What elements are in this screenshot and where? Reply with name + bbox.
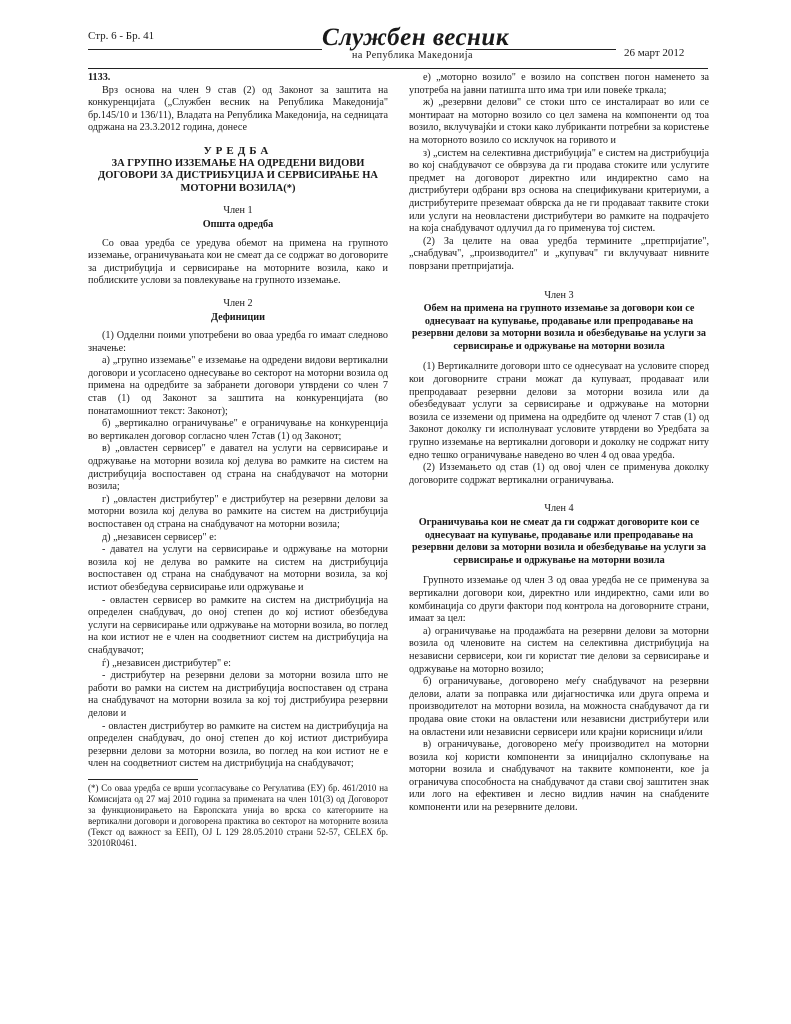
article-1-title: Општа одредба	[202, 218, 274, 230]
footnote-rule	[88, 779, 198, 780]
definition-e: е) „моторно возило" е возило на сопствен погон наменето за употреба на јавни патишта што има три или повеќе тркала;	[409, 72, 709, 96]
definition-b: б) „вертикално ограничување" е ограничување на конкуренција во вертикален договор согласно член 7став (1) од Законот;	[88, 418, 388, 442]
footnote	[88, 783, 388, 849]
article-3-title: Обем на примена на групното изземање за договори кои се однесуваат на купување, продавање или препродавање на резервни делови за моторни возила и обезбедување на услуги за сервисирање и одржување на моторни возила	[412, 303, 706, 352]
left-column	[88, 72, 388, 849]
definition-d: д) „независен сервисер" е:	[102, 531, 217, 543]
article-1-label: Член 1	[223, 205, 253, 217]
article-4-item-b: б) ограничување, договорено меѓу снабдувачот на резервни делови, алати за поправка или дијагностичка или друга опрема и производителот на моторни возила, на можноста снабдувачот да ги продава овие стоки на овластени или независни дистрибутери или на овластени или независни сервисери или крајни корисници и/или	[409, 676, 709, 738]
definition-f-item-2: - овластен дистрибутер во рамките на систем на дистрибуција на определен снабдувач, до оној степен до кој истиот дистрибуира резервни делови за моторни возила, во поглед на кои истиот не е член на соодветниот систем на дистрибуција на снабдувачот;	[88, 720, 388, 770]
article-3-paragraph-1: (1) Вертикалните договори што се однесуваат на условите според кои договорните страни можат да купуваат, продаваат или препродаваат резервни делови за моторни возила или да обезбедуваат услуги за сервисирање и одржување на моторни возила се изземени од примена на одредбите од членот 7 став (1) од Законот доколку ги исполнуваат условите утврдени во Уредбата за групно изземање на вертикални договори и доколку не содржат ниту едно тешко ограничување наведено во член 4 од оваа уредба.	[409, 361, 709, 461]
definition-g: г) „овластен дистрибутер" е дистрибутер на резервни делови за моторни возила кој делува во рамките на систем на дистрибуција воспоставен од страна на снабдувачот на моторни возила;	[88, 493, 388, 530]
definition-d-item-2: - овластен сервисер во рамките на систем на дистрибуција на определен снабдувач, до оној степен до кој истиот обезбедува услуги на сервисирање или одржување на моторни возила, во поглед на кои истиот не е член на соодветниот систем на дистрибуција на снабдувачот;	[88, 594, 388, 656]
article-3-paragraph-2: (2) Изземањето од став (1) од овој член се применува доколку договорите содржат вертикални ограничувања.	[409, 462, 709, 486]
article-2-paragraph-2: (2) За целите на оваа уредба термините „претпријатие", „снабдувач", „производител" и „купувач" ги вклучуваат нивните поврзани претпријатија.	[409, 235, 709, 272]
article-4-intro: Групното изземање од член 3 од оваа уредба не се применува за вертикални договори кои, директно или индиректно, сами или во комбинација со други фактори под контрола на договорните страни, имаат за цел:	[409, 575, 709, 625]
article-2-label: Член 2	[223, 297, 253, 309]
decree-label: УРЕДБА	[203, 144, 273, 157]
definition-zh: ж) „резервни делови" се стоки што се инсталираат во или се монтираат на моторно возило со цел замена на компоненти од тоа возило, вклучувајќи и стоки како лубриканти потребни за користење на моторното возило со исклучок на горивото и	[409, 97, 709, 146]
page-reference: Стр. 6 - Бр. 41	[88, 30, 155, 42]
definition-a: а) „групно изземање" е изземање на одредени видови вертикални договори и усогласено однесување во секторот на моторни возила од примена на одредбите за забранети договори утврдени со член 7 став (1) од Законот за заштита на конкуренцијата (во понатамошниот текст: Законот);	[88, 355, 388, 417]
act-number: 1133.	[88, 72, 111, 83]
article-4-title: Ограничувања кои не смеат да ги содржат договорите кои се однесуваат на купување, продавање или препродавање на резервни делови за моторни возила и обезбедување на услуги за сервисирање и одржување на моторни возила	[412, 517, 706, 566]
gazette-subtitle: на Република Македонија	[352, 50, 473, 61]
decree-heading	[88, 145, 388, 195]
gazette-title: Службен весник	[322, 24, 510, 51]
preamble: Врз основа на член 9 став (2) од Законот за заштита на конкуренцијата („Службен весник на Република Македонија" бр.145/10 и 136/11), Владата на Република Македонија, на седницата одржана на 23.3.2012 година, донесе	[88, 84, 388, 134]
article-4-label: Член 4	[544, 503, 574, 515]
definition-d-item-1: - давател на услуги на сервисирање и одржување на моторни возила кој не делува во рамките на систем на дистрибуција воспоставен од страна на снабдувачот на моторни возила, за кој истиот обезбедува сервисирање или одржување и	[88, 544, 388, 593]
article-2-title: Дефиниции	[210, 311, 266, 323]
issue-date: 26 март 2012	[624, 47, 685, 59]
definition-f: ѓ) „независен дистрибутер" е:	[102, 657, 232, 669]
article-4-item-v: в) ограничување, договорено меѓу производител на моторни возила кој користи компоненти за иницијално склопување на моторни возила и снабдувачот на таквите компоненти, кое ја ограничува способноста на снабдувачот да стави свој заштитен знак или лого на ефективен и лесно видлив начин на снабдените компоненти или на резервните делови.	[409, 739, 709, 814]
article-3-label: Член 3	[544, 289, 574, 301]
header-underline	[88, 68, 708, 69]
definition-v: в) „овластен сервисер" е давател на услуги на сервисирање и одржување на моторни возила кој делува во рамките на систем на дистрибуција воспоставен од страна на снабдувачот на моторни возила;	[88, 443, 388, 493]
right-column	[409, 72, 709, 815]
decree-title: ЗА ГРУПНО ИЗЗЕМАЊЕ НА ОДРЕДЕНИ ВИДОВИ ДОГОВОРИ ЗА ДИСТРИБУЦИЈА И СЕРВИСИРАЊЕ НА МОТОРНИ ВОЗИЛА(*)	[98, 157, 378, 194]
article-1-text: Со оваа уредба се уредува обемот на примена на групното изземање, ограничувањата кои не смеат да се содржат во договорите за дистрибуција и сервисирање на моторните возила, како и поблиските услови за повлекување на групното изземање.	[88, 237, 388, 287]
article-2-intro: (1) Одделни поими употребени во оваа уредба го имаат следново значење:	[88, 330, 388, 354]
definition-z: з) „систем на селективна дистрибуција" е систем на дистрибуција во кој снабдувачот се обврзува да ги продава стоките или услугите предмет на договорот директно или индиректно само на дистрибутери одбрани врз основа на спецификувани критериуми, а дистрибутерите преземаат обврска да не ги продаваат таквите стоки или услуги на неовластени дистрибутери во рамките на подрачјето на која снабдувачот одлучил да го применува тој систем.	[409, 147, 709, 235]
header-rule-left	[88, 49, 322, 50]
footnote-text: (*) Со оваа уредба се врши усогласување со Регулатива (ЕУ) бр. 461/2010 на Комисијата од 27 мај 2010 година за примената на член 101(3) од Договорот за функционирањето на Европската унија во врска со категориите на вертикални договори и договорена практика во секторот на моторните возила (Текст од важност за ЕЕП), OJ L 129 28.05.2010 страни 52-57, CELEX бр. 32010R0461.	[88, 782, 388, 848]
header-rule-right	[466, 49, 616, 50]
definition-f-item-1: - дистрибутер на резервни делови за моторни возила што не работи во рамки на систем на дистрибуција воспоставен од страна на снабдувачот на моторни возила за кој тој дистрибуира резервни делови и	[88, 670, 388, 719]
article-4-item-a: а) ограничување на продажбата на резервни делови за моторни возила од членовите на систем на селективна дистрибуција на независни сервисери, кои ги користат тие делови за сервисирање и одржување на моторно возило;	[409, 625, 709, 675]
